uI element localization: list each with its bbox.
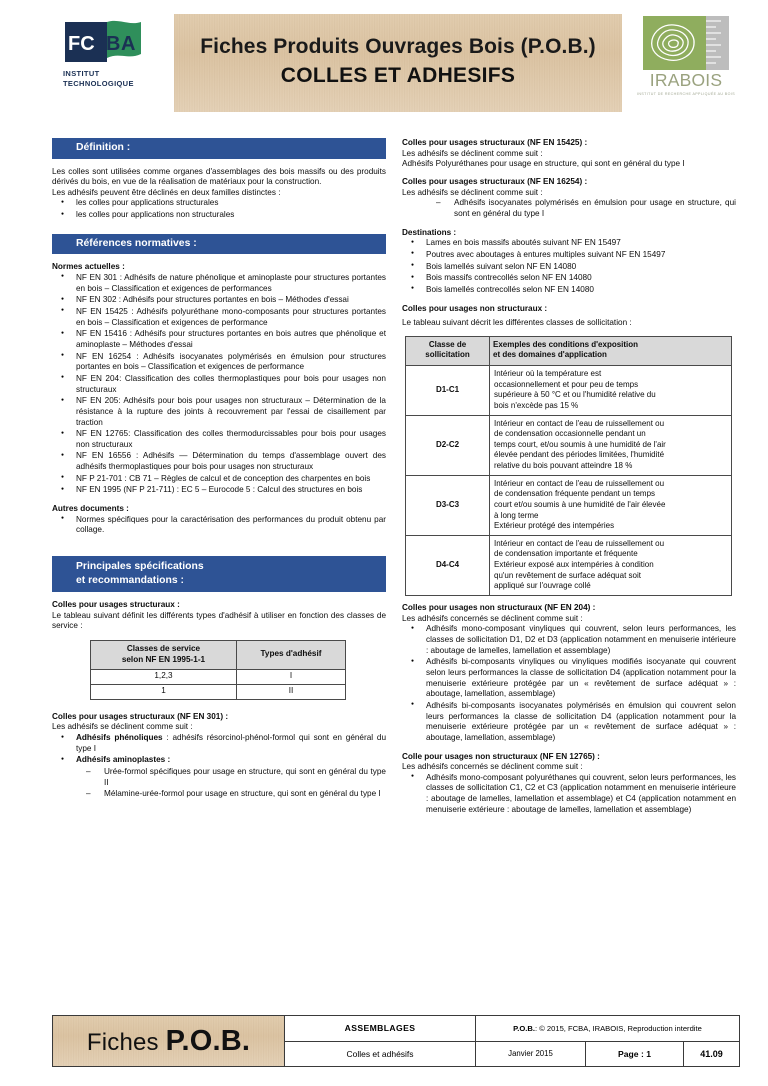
- table-header-classe: [406, 336, 490, 365]
- header-line2: sollicitation: [425, 350, 470, 360]
- list-item: ● les colles pour applications structurales: [52, 198, 386, 209]
- footer-brand-strong: P.O.B.: [165, 1024, 251, 1057]
- irabois-logo: [632, 14, 740, 112]
- cell-class-description: [490, 475, 732, 535]
- header-line2: selon NF EN 1995-1-1: [121, 654, 206, 664]
- subheading-en204: Colles pour usages non structuraux (NF EN 204) :: [402, 602, 596, 612]
- desc-line: de condensation occasionnelle pendant un: [494, 429, 646, 439]
- list-item: ● NF EN 204: Classification des colles thermoplastiques pour bois pour usages non structuraux: [52, 374, 386, 395]
- cell-class-code: D4-C4: [406, 535, 490, 595]
- list-item: [52, 755, 386, 766]
- en301-sub-list: [52, 767, 386, 800]
- irabois-logo-mark: [643, 16, 729, 70]
- en16254-dash-list: [402, 198, 736, 219]
- document-footer: [52, 1015, 740, 1067]
- desc-line: de condensation fréquente pendant un temps: [494, 489, 656, 499]
- footer-assemblages: ASSEMBLAGES: [344, 1023, 416, 1034]
- en204-list: [402, 624, 736, 743]
- en16254-intro: Les adhésifs se déclinent comme suit :: [402, 187, 543, 197]
- en301-aminoplaste-label: Adhésifs aminoplastes :: [76, 755, 171, 765]
- list-item: ● NF EN 16556 : Adhésifs — Détermination du temps d'assemblage ouvert des adhésifs thermoplastiques pour bois pour usages non structuraux: [52, 451, 386, 472]
- en301-phenolique-text: : adhésifs résorcinol-phénol-formol qui sont en général du type I: [76, 733, 386, 753]
- table-header-exemples: [490, 336, 732, 365]
- destinations-list: [402, 238, 736, 295]
- desc-line: supérieure à 50 °C et ou l'humidité relative du: [494, 390, 656, 400]
- desc-line: Intérieur où la température est: [494, 369, 602, 379]
- cell-type: II: [236, 685, 345, 700]
- fcba-subtitle: [63, 69, 155, 89]
- desc-line: occasionnellement et pour peu de temps: [494, 379, 639, 389]
- document-header: [50, 14, 740, 112]
- list-item: ● NF EN 15416 : Adhésifs pour structures portantes en bois autres que phénolique et aminoplaste – Méthodes d'essai: [52, 329, 386, 350]
- footer-brand-text: [87, 1025, 250, 1058]
- footer-copyright-rest: : © 2015, FCBA, IRABOIS, Reproduction interdite: [534, 1023, 702, 1033]
- footer-brand-prefix: Fiches: [86, 1028, 166, 1056]
- subheading-en16254: Colles pour usages structuraux (NF EN 16254) :: [402, 176, 588, 186]
- right-column: [402, 138, 736, 816]
- footer-page-number: Page : 1: [585, 1042, 683, 1067]
- list-item: – Adhésifs isocyanates polymérisés en émulsion pour usage en structure, qui sont en général du type I: [402, 198, 736, 219]
- sollicitation-classes-table: [405, 336, 732, 596]
- desc-line: qu'un revêtement de surface adéquat soit: [494, 570, 641, 580]
- en301-intro: Les adhésifs se déclinent comme suit :: [52, 722, 193, 732]
- desc-line: appliqué sur l'ouvrage collé: [494, 581, 591, 591]
- list-item: ● Adhésifs mono-composant vinyliques qui couvrent, selon leurs performances, les classes de sollicitation D1, D2 et D3 (application notamment en menuiserie intérieure : aboutage de lamelles, lamellation et assemblage): [402, 624, 736, 656]
- list-item: ● NF EN 302 : Adhésifs pour structures portantes en bois – Méthodes d'essai: [52, 295, 386, 306]
- subheading-non-structuraux: Colles pour usages non structuraux :: [402, 303, 548, 313]
- footer-row-top: [285, 1016, 739, 1042]
- table-row: [406, 535, 732, 595]
- footer-date: Janvier 2015: [475, 1042, 585, 1067]
- en15425-body: Adhésifs Polyuréthanes pour usage en structure, qui sont en général du type I: [402, 159, 685, 169]
- subheading-en12765: Colle pour usages non structuraux (NF EN 12765) :: [402, 751, 600, 761]
- list-item: ● NF P 21-701 : CB 71 – Règles de calcul et de conception des charpentes en bois: [52, 474, 386, 485]
- fcba-logo: [50, 14, 168, 112]
- desc-line: bois n'excède pas 15 %: [494, 400, 579, 410]
- desc-line: Extérieur protégé des intempéries: [494, 521, 615, 531]
- table-row: [91, 685, 346, 700]
- desc-line: temps court, et/ou soumis à une humidité de l'air: [494, 439, 666, 449]
- desc-line: relative du bois pouvant atteindre 18 %: [494, 461, 633, 471]
- en15425-intro: Les adhésifs se déclinent comme suit :: [402, 148, 543, 158]
- subheading-autres-documents: Autres documents :: [52, 504, 129, 514]
- table-row: [406, 475, 732, 535]
- subheading-en15425: Colles pour usages structuraux (NF EN 15425) :: [402, 138, 588, 147]
- footer-copyright: [475, 1016, 739, 1041]
- list-item: ● NF EN 1995 (NF P 21-711) : EC 5 – Eurocode 5 : Calcul des structures en bois: [52, 485, 386, 496]
- definition-paragraph-2: Les adhésifs peuvent être déclinés en deux familles distinctes :: [52, 187, 281, 197]
- table-header-row: [91, 641, 346, 670]
- footer-subject: Colles et adhésifs: [346, 1048, 414, 1059]
- desc-line: élevée pendant des périodes limitées, l'humidité: [494, 450, 665, 460]
- list-item: – Mélamine-urée-formol pour usage en structure, qui sont en général du type I: [52, 789, 386, 800]
- svg-text:B: B: [106, 33, 121, 55]
- table-header-types: Types d'adhésif: [236, 641, 345, 670]
- en12765-list: [402, 773, 736, 816]
- section-heading-specifications: [52, 556, 386, 592]
- list-item: – Urée-formol spécifiques pour usage en structure, qui sont en général du type II: [52, 767, 386, 788]
- list-item: ● Normes spécifiques pour la caractérisation des performances du produit obtenu par collage.: [52, 515, 386, 536]
- definition-bullet-list: [52, 198, 386, 220]
- en12765-intro: Les adhésifs concernés se déclinent comme suit :: [402, 762, 583, 772]
- subheading-colles-structuraux: Colles pour usages structuraux :: [52, 600, 180, 610]
- table-header-classes: [91, 641, 237, 670]
- desc-line: court et/ou soumis à une humidité de l'air élevée: [494, 499, 666, 509]
- list-item: ● NF EN 301 : Adhésifs de nature phénolique et aminoplaste pour structures portantes en bois – Classification et exigences de performances: [52, 273, 386, 294]
- irabois-tagline: INSTITUT DE RECHERCHE APPLIQUÉE AU BOIS: [636, 91, 735, 96]
- specifications-heading-line1: Principales spécifications: [76, 561, 204, 573]
- list-item: ● NF EN 16254 : Adhésifs isocyanates polymérisés en émulsion pour structures portantes en bois – Classification et exigences de performance: [52, 352, 386, 373]
- cell-classe: 1: [91, 685, 237, 700]
- fcba-logo-mark: [63, 20, 155, 62]
- structural-intro-text: Le tableau suivant définit les différents types d'adhésif à utiliser en fonction des classes de service :: [52, 610, 386, 631]
- list-item: ● Bois lamellés suivant selon NF EN 14080: [402, 262, 736, 273]
- desc-line: Extérieur exposé aux intempéries à condition: [494, 560, 654, 570]
- table-row: [406, 415, 732, 475]
- cell-class-description: [490, 535, 732, 595]
- section-heading-references: Références normatives :: [52, 234, 386, 255]
- en301-bullet-list: [52, 733, 386, 766]
- title-band: [174, 14, 622, 112]
- irabois-wordmark: IRABOIS: [649, 70, 723, 90]
- en204-intro: Les adhésifs concernés se déclinent comme suit :: [402, 613, 583, 623]
- footer-info-block: [285, 1016, 739, 1066]
- subheading-en301: Colles pour usages structuraux (NF EN 301) :: [52, 711, 229, 721]
- specifications-heading-line2: et recommandations :: [76, 574, 184, 586]
- non-structuraux-intro: Le tableau suivant décrit les différentes classes de sollicitation :: [402, 318, 632, 328]
- table-row: [406, 366, 732, 416]
- desc-line: Intérieur en contact de l'eau de ruissellement ou: [494, 418, 665, 428]
- service-classes-table: [90, 640, 346, 700]
- cell-type: I: [236, 670, 345, 685]
- footer-reference-number: 41.09: [683, 1042, 739, 1067]
- table-row: [91, 670, 346, 685]
- desc-line: Intérieur en contact de l'eau de ruissellement ou: [494, 538, 665, 548]
- fcba-subtitle-line2: TECHNOLOGIQUE: [63, 79, 134, 89]
- fcba-subtitle-line1: INSTITUT: [63, 69, 100, 78]
- list-item: ● Adhésifs mono-composant polyuréthanes qui couvrent, selon leurs performances, les classes de sollicitation C1, C2 et C3 (application notamment en menuiserie intérieure : aboutage de lamelles, lamellation et assemblage) et C4 (application notamment en menuiserie extérieure : aboutage de lamelles, lamellation et assemblage): [402, 773, 736, 816]
- definition-paragraph-1: Les colles sont utilisées comme organes d'assemblages des bois massifs ou des produits dérivés du bois, en vue de la réalisation de matériaux pour la construction.: [52, 166, 386, 187]
- header-line2: et des domaines d'application: [493, 350, 607, 360]
- subheading-normes-actuelles: Normes actuelles :: [52, 262, 125, 272]
- other-documents-list: [52, 515, 386, 536]
- desc-line: à long terme: [494, 510, 539, 520]
- cell-class-code: D2-C2: [406, 415, 490, 475]
- svg-text:A: A: [121, 33, 136, 55]
- cell-class-code: D3-C3: [406, 475, 490, 535]
- left-column: [52, 138, 386, 801]
- cell-class-description: [490, 415, 732, 475]
- header-line1: Classe de: [428, 339, 467, 349]
- list-item: ● NF EN 12765: Classification des colles thermodurcissables pour bois pour usages non structuraux: [52, 429, 386, 450]
- header-line1: Exemples des conditions d'exposition: [493, 339, 639, 349]
- document-title-sub: COLLES ET ADHESIFS: [280, 63, 516, 87]
- list-item: ● Bois massifs contrecollés selon NF EN 14080: [402, 273, 736, 284]
- list-item: ● Poutres avec aboutages à entures multiples suivant NF EN 15497: [402, 250, 736, 261]
- document-title-main: Fiches Produits Ouvrages Bois (P.O.B.): [200, 35, 596, 59]
- list-item: ● NF EN 15425 : Adhésifs polyuréthane mono-composants pour structures portantes en bois – Classification et exigences de performance: [52, 307, 386, 328]
- footer-brand-block: [53, 1016, 285, 1066]
- section-heading-definition: Définition :: [52, 138, 386, 159]
- cell-classe: 1,2,3: [91, 670, 237, 685]
- en301-phenolique-label: Adhésifs phénoliques: [76, 733, 163, 742]
- header-line1: Classes de service: [126, 644, 201, 654]
- subheading-destinations: Destinations :: [402, 227, 457, 237]
- table-header-row: [406, 336, 732, 365]
- cell-class-description: [490, 366, 732, 416]
- list-item: ● Lames en bois massifs aboutés suivant NF EN 15497: [402, 238, 736, 249]
- list-item: ● les colles pour applications non structurales: [52, 210, 386, 221]
- norms-list: [52, 273, 386, 496]
- svg-text:FC: FC: [68, 33, 95, 55]
- footer-row-bottom: [285, 1042, 739, 1067]
- desc-line: Intérieur en contact de l'eau de ruissellement ou: [494, 478, 665, 488]
- list-item: ● NF EN 205: Adhésifs pour bois pour usages non structuraux – Détermination de la résistance à la rupture des joints à recouvrement par l'essai de cisaillement par traction: [52, 396, 386, 428]
- footer-copyright-strong: P.O.B.: [513, 1023, 535, 1033]
- list-item: [52, 733, 386, 754]
- list-item: ● Adhésifs bi-composants vinyliques ou vinyliques modifiés isocyanate qui couvrent selon leurs performances la classe de sollicitation D4 (application notamment pour la menuiserie extérieure protégée par un « revêtement de surface adéquat » : aboutage, lamellation, assemblage): [402, 657, 736, 700]
- desc-line: de condensation importante et fréquente: [494, 549, 638, 559]
- list-item: ● Adhésifs bi-composants isocyanates polymérisés en émulsion qui couvrent selon leurs performances la classe de sollicitation D4 (application notamment pour la menuiserie extérieure protégée par un « revêtement de surface adéquat » : aboutage, lamellation, assemblage): [402, 701, 736, 744]
- cell-class-code: D1-C1: [406, 366, 490, 416]
- list-item: ● Bois lamellés contrecollés selon NF EN 14080: [402, 285, 736, 296]
